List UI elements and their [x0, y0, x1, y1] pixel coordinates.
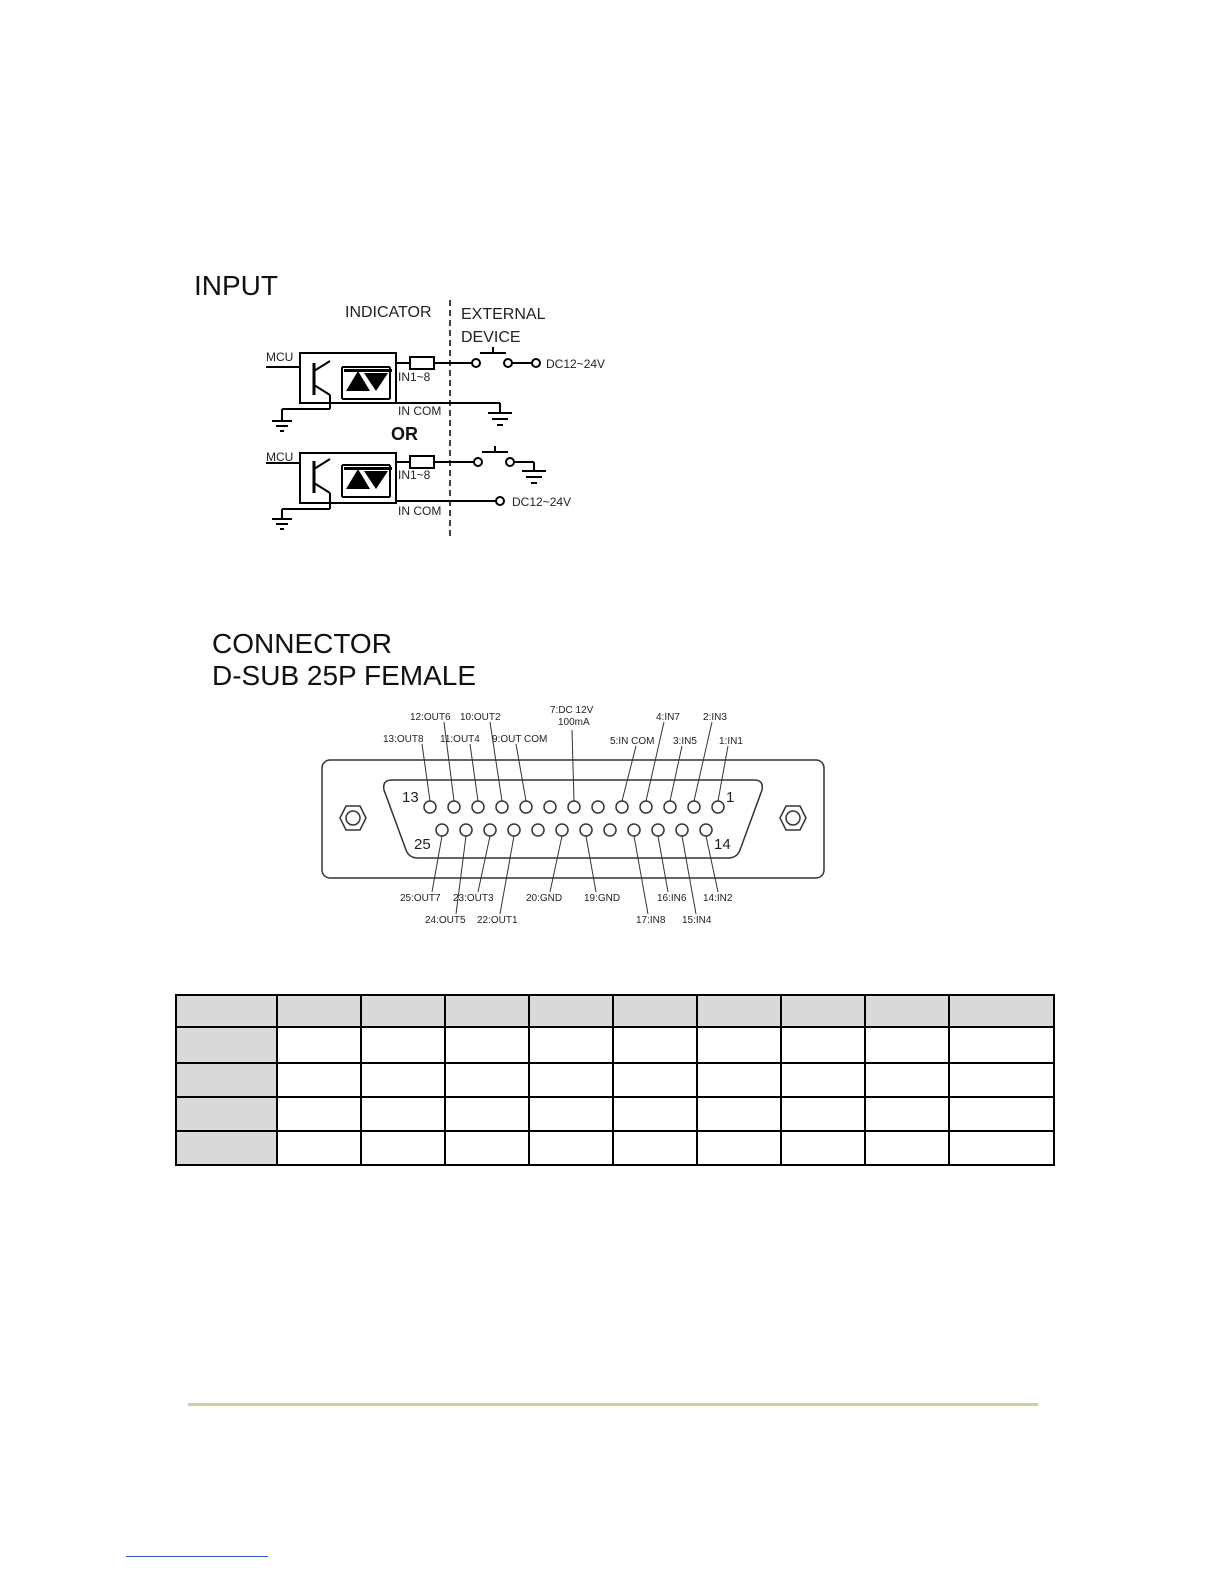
table-header-cell: [176, 995, 277, 1027]
supply-label-1: DC12~24V: [546, 357, 606, 371]
table-row: [176, 1097, 1054, 1131]
table-cell: [529, 1097, 613, 1131]
table-cell: [277, 1131, 361, 1165]
pin-row-top: [424, 801, 724, 813]
table-header-cell: [949, 995, 1054, 1027]
label-incom: 5:IN COM: [610, 736, 655, 747]
table-header-cell: [865, 995, 949, 1027]
diode-pair-2: [344, 467, 392, 489]
pin-23: [484, 824, 496, 836]
table-cell: [613, 1063, 697, 1097]
pin-15: [676, 824, 688, 836]
table-cell: [865, 1027, 949, 1063]
external-label: EXTERNAL: [461, 306, 546, 323]
label-in2: 14:IN2: [703, 893, 733, 904]
label-out8: 13:OUT8: [383, 734, 424, 745]
in-com-label-2: IN COM: [398, 504, 442, 518]
table-cell: [865, 1097, 949, 1131]
table-cell: [361, 1097, 445, 1131]
pin-22: [508, 824, 520, 836]
table-row-header: [176, 1027, 277, 1063]
pin-6: [592, 801, 604, 813]
label-in3: 2:IN3: [703, 712, 727, 723]
table-header-cell: [277, 995, 361, 1027]
table-cell: [445, 1131, 529, 1165]
table-cell: [277, 1027, 361, 1063]
table-cell: [361, 1131, 445, 1165]
table-cell: [529, 1131, 613, 1165]
table-cell: [613, 1027, 697, 1063]
table-row-header: [176, 1063, 277, 1097]
table-row: [176, 1131, 1054, 1165]
pin-number-25: 25: [414, 836, 431, 853]
pin-13: [424, 801, 436, 813]
label-gnd19: 19:GND: [584, 893, 621, 904]
device-label: DEVICE: [461, 329, 521, 346]
table-cell: [613, 1131, 697, 1165]
label-in6: 16:IN6: [657, 893, 687, 904]
connector-title: CONNECTOR: [212, 628, 392, 659]
table-cell: [865, 1131, 949, 1165]
label-in7: 4:IN7: [656, 712, 680, 723]
pin-17: [628, 824, 640, 836]
pin-12: [448, 801, 460, 813]
table-cell: [529, 1027, 613, 1063]
pin-24: [460, 824, 472, 836]
pin-10: [496, 801, 508, 813]
table-cell: [949, 1027, 1054, 1063]
pin-2: [688, 801, 700, 813]
label-out3: 23:OUT3: [453, 893, 494, 904]
pin-assignment-table: [175, 994, 1055, 1166]
in-label-1: IN1~8: [398, 370, 431, 384]
table-cell: [781, 1027, 865, 1063]
pin-number-14: 14: [714, 836, 731, 853]
label-gnd20: 20:GND: [526, 893, 563, 904]
label-in5: 3:IN5: [673, 736, 697, 747]
table-cell: [277, 1097, 361, 1131]
input-heading: INPUT: [194, 270, 278, 301]
indicator-label: INDICATOR: [345, 304, 432, 321]
label-out5: 24:OUT5: [425, 915, 466, 926]
pin-1: [712, 801, 724, 813]
or-label: OR: [391, 424, 418, 444]
connector-subtitle: D-SUB 25P FEMALE: [212, 660, 477, 691]
table-header-cell: [613, 995, 697, 1027]
pin-7: [568, 801, 580, 813]
table-cell: [781, 1131, 865, 1165]
table-cell: [697, 1027, 781, 1063]
mounting-hole-right: [780, 806, 806, 830]
in-label-2: IN1~8: [398, 468, 431, 482]
pin-16: [652, 824, 664, 836]
pin-18: [604, 824, 616, 836]
pin-5: [616, 801, 628, 813]
pin-14: [700, 824, 712, 836]
table-header-cell: [445, 995, 529, 1027]
pin-20: [556, 824, 568, 836]
pin-11: [472, 801, 484, 813]
mounting-hole-left: [340, 806, 366, 830]
label-dc: 7:DC 12V: [550, 705, 594, 716]
input-circuit-diagram: [250, 295, 650, 545]
label-dc-current: 100mA: [558, 717, 590, 728]
input-circuit-1: [266, 347, 540, 431]
in-com-label-1: IN COM: [398, 404, 442, 418]
table-cell: [445, 1097, 529, 1131]
pin-row-bottom: [436, 824, 712, 836]
label-in8: 17:IN8: [636, 915, 666, 926]
label-in1: 1:IN1: [719, 736, 743, 747]
table-cell: [949, 1063, 1054, 1097]
label-in4: 15:IN4: [682, 915, 712, 926]
pin-number-13: 13: [402, 789, 419, 806]
mcu-label-1: MCU: [266, 350, 294, 364]
table-cell: [613, 1097, 697, 1131]
label-out7: 25:OUT7: [400, 893, 441, 904]
footer-divider: [188, 1403, 1038, 1406]
table-cell: [529, 1063, 613, 1097]
table-header-cell: [781, 995, 865, 1027]
table-cell: [361, 1063, 445, 1097]
table-cell: [781, 1097, 865, 1131]
diode-pair-1: [344, 369, 392, 391]
table-cell: [445, 1027, 529, 1063]
pin-3: [664, 801, 676, 813]
table-cell: [781, 1063, 865, 1097]
label-out2: 10:OUT2: [460, 712, 501, 723]
label-out4: 11:OUT4: [440, 734, 480, 745]
table-cell: [949, 1097, 1054, 1131]
label-out1: 22:OUT1: [477, 915, 518, 926]
pin-25: [436, 824, 448, 836]
table-header-cell: [529, 995, 613, 1027]
table-row: [176, 1063, 1054, 1097]
dsub-connector-diagram: [310, 700, 840, 935]
table-cell: [697, 1131, 781, 1165]
table-header-cell: [361, 995, 445, 1027]
pin-21: [532, 824, 544, 836]
label-outcom: 9:OUT COM: [492, 734, 548, 745]
pin-9: [520, 801, 532, 813]
supply-label-2: DC12~24V: [512, 495, 572, 509]
table-cell: [445, 1063, 529, 1097]
table-cell: [865, 1063, 949, 1097]
table-cell: [697, 1063, 781, 1097]
pin-19: [580, 824, 592, 836]
footnote-link-underline[interactable]: [126, 1556, 268, 1557]
table-row-header: [176, 1097, 277, 1131]
table-cell: [277, 1063, 361, 1097]
mcu-label-2: MCU: [266, 450, 294, 464]
table-row-header: [176, 1131, 277, 1165]
table-row: [176, 1027, 1054, 1063]
connector-heading: [212, 628, 476, 692]
pin-8: [544, 801, 556, 813]
table-header-cell: [697, 995, 781, 1027]
table-header-row: [176, 995, 1054, 1027]
table-cell: [949, 1131, 1054, 1165]
pin-4: [640, 801, 652, 813]
pin-number-1: 1: [726, 789, 735, 806]
label-out6: 12:OUT6: [410, 712, 451, 723]
table-cell: [361, 1027, 445, 1063]
table-cell: [697, 1097, 781, 1131]
